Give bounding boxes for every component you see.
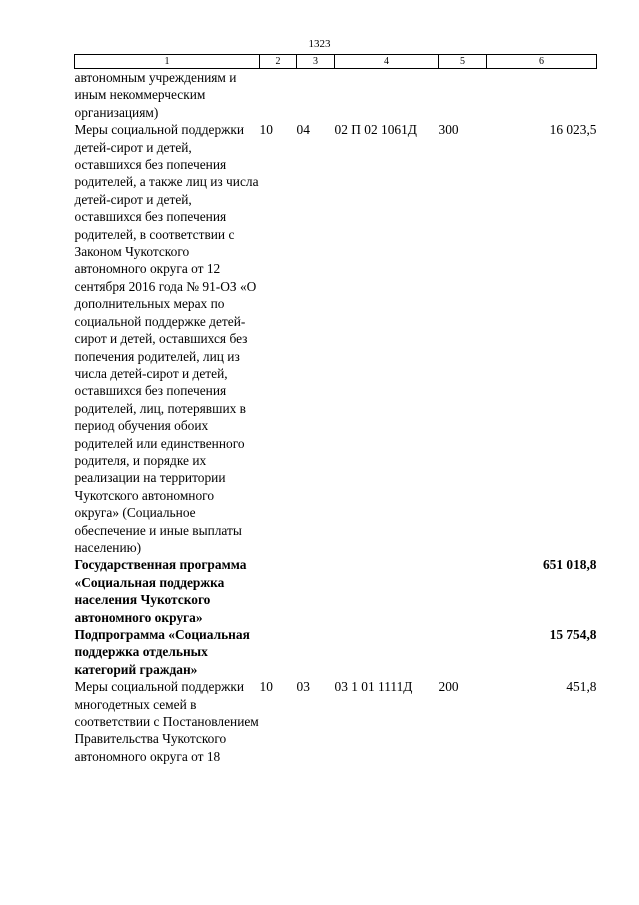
- table-row: [75, 678, 597, 765]
- row-target-article: [335, 626, 439, 678]
- budget-table: [74, 54, 597, 765]
- table-row-subprogram: [75, 626, 597, 678]
- row-amount: 15 754,8: [549, 627, 597, 642]
- row-subsection: [297, 69, 335, 122]
- column-header-5: 5: [439, 55, 487, 69]
- column-header-4: 4: [335, 55, 439, 69]
- row-target-article: [335, 556, 439, 626]
- column-header-6: 6: [487, 55, 597, 69]
- row-subsection: 03: [296, 679, 310, 695]
- row-name: Государственная программа «Социальная поддержка населения Чукотского автономного округа»: [74, 557, 247, 625]
- row-expense-type: 200: [438, 679, 459, 695]
- row-subsection: [297, 626, 335, 678]
- row-amount: [487, 69, 597, 122]
- row-target-article: 02 П 02 1061Д: [334, 122, 417, 138]
- row-expense-type: 300: [438, 122, 459, 138]
- row-section: [260, 626, 297, 678]
- row-name: Меры социальной поддержки многодетных семей в соответствии с Постановлением Правительства Чукотского автономного округа от 18: [74, 679, 259, 764]
- row-name: автономным учреждениям и иным некоммерческим организациям): [74, 70, 237, 120]
- row-amount: 16 023,5: [549, 122, 597, 138]
- row-target-article: [335, 69, 439, 122]
- row-expense-type: [439, 69, 487, 122]
- row-amount: 451,8: [566, 679, 597, 695]
- row-section: [260, 556, 297, 626]
- row-section: 10: [259, 122, 273, 138]
- column-header-2: 2: [260, 55, 297, 69]
- row-target-article: 03 1 01 1111Д: [334, 679, 413, 695]
- table-row-program: [75, 556, 597, 626]
- row-expense-type: [439, 556, 487, 626]
- row-expense-type: [439, 626, 487, 678]
- row-subsection: 04: [296, 122, 310, 138]
- table-row: [75, 69, 597, 122]
- row-section: [260, 69, 297, 122]
- page-number: 1323: [308, 38, 331, 50]
- column-header-3: 3: [297, 55, 335, 69]
- row-amount: 651 018,8: [542, 557, 597, 573]
- row-name: Подпрограмма «Социальная поддержка отдельных категорий граждан»: [74, 627, 250, 677]
- table-row: [75, 121, 597, 556]
- row-subsection: [297, 556, 335, 626]
- column-header-1: 1: [75, 55, 260, 69]
- column-number-header-row: [75, 55, 597, 69]
- row-name: Меры социальной поддержки детей-сирот и детей, оставшихся без попечения родителей, а также лиц из числа детей-сирот и детей, оставшихся без попечения родителей, в соответствии с Законом Чукотского автономного округа от 12 сентября 2016 года № 91-ОЗ «О дополнительных мерах по социальной поддержке детей-сирот и детей, оставшихся без попечения родителей, лиц из числа детей-сирот и детей, оставшихся без попечения родителей, лиц, потерявших в период обучения обоих родителей или единственного родителя, и порядке их реализации на территории Чукотского автономного округа» (Социальное обеспечение и иные выплаты населению): [74, 122, 259, 555]
- row-section: 10: [259, 679, 273, 695]
